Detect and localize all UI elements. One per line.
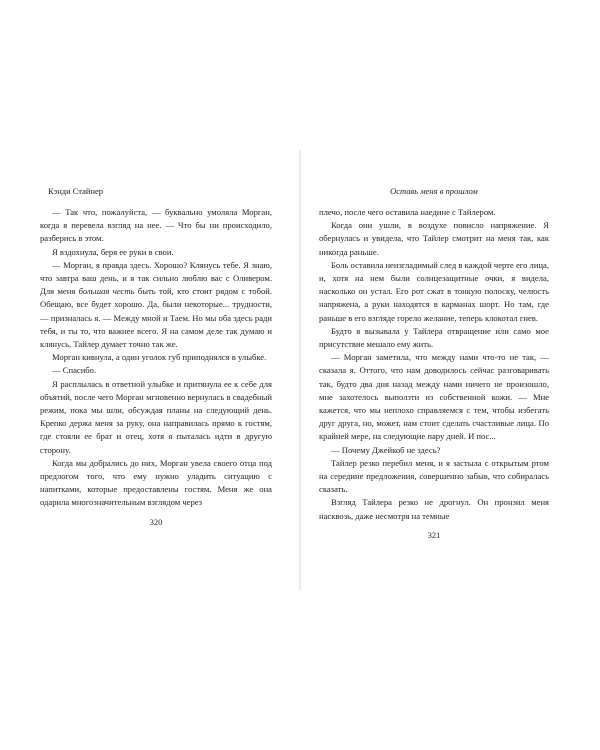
right-header-text: Оставь меня в прошлом — [390, 186, 478, 196]
left-header-text: Кэнди Стайнер — [48, 186, 104, 196]
paragraph — [319, 351, 549, 443]
right-page — [299, 186, 549, 540]
paragraph — [40, 457, 272, 510]
text-run: Боль оставила неизгладимый след в каждой черте его лица, и, хотя на нем были солнцезащитные очки, я видела, насколько он устал. Его рот сжат в тонкую полоску, челюсть напряжена, а руки находятся в карманах шорт. Но там, где раньше в его взгляде горело желание, теперь клокотал гнев. — [319, 259, 549, 323]
text-run: — Морган, я правда здесь. Хорошо? Клянусь тебе. Я знаю, что завтра ваш день, и я так сильно люблю вас с Оливером. Для меня — [40, 259, 272, 297]
paragraph — [319, 444, 549, 457]
paragraph — [40, 246, 272, 259]
left-body — [40, 206, 272, 510]
left-page — [40, 186, 272, 527]
right-running-header — [319, 186, 549, 206]
text-run: Взгляд Тайлера резко не дрогнул. Он пронзил меня насквозь, даже несмотря на темные — [319, 497, 549, 521]
paragraph — [40, 364, 272, 377]
text-run: Когда они ушли, в воздухе повисло напряжение. Я обернулась и увидела, что Тайлер смотрит на меня так, как никогда раньше. — [319, 220, 549, 257]
text-run: быть той, кто стоит рядом с тобой. Обещаю, все будет хорошо. Да, были некоторые... трудности, — призналась я. — Между мной и Таем. Но мы оба здесь ради тебя, и ты то, что важнее всего. Я на самом деле так думаю и клянусь, Тайлер думает точно так же. — [40, 286, 272, 350]
text-run: — Морган заметила, что между нами что-то не так, — сказала я. Оттого, что нам доводилось сейчас разговаривать так, будто два дня назад между нами ничего не произошло, мне захотелось выползти из собственной кожи. — Мне кажется, что мы неплохо справляемся с тем, чтобы избегать друг друга, но, может, нам стоит сделать счастливые лица. По крайней мере, на следующие пару дней. И пос... — [319, 352, 549, 442]
text-run: Морган кивнула, а один уголок губ приподнялся в улыбке. — [52, 352, 267, 363]
emphasis-text: большая честь — [78, 286, 135, 297]
right-body — [319, 206, 549, 523]
text-run: Я расплылась в ответной улыбке и притянула ее к себе для объятий, после чего Морган мгновенно вернулась в свадебный режим, пока мы шли, обсуждая планы на следующий день. Крепко держа меня за руку, она направилась прямо к гостям, где стояли ее брат и отец, хотя я пыталась идти в другую сторону. — [40, 378, 272, 455]
paragraph — [40, 259, 272, 351]
paragraph — [319, 496, 549, 522]
text-run: Будто я вызывала у Тайлера отвращение или само мое присутствие мешало ему жить. — [319, 325, 549, 350]
text-run: — Так что, пожалуйста, — буквально умоляла Морган, когда я перевела взгляд на нее. — Что бы ни происходило, разберись в этом. — [40, 207, 272, 244]
left-running-header — [40, 186, 272, 206]
text-run: Я вздохнула, беря ее руки в свои. — [52, 246, 174, 257]
paragraph — [40, 206, 272, 246]
text-run: — Спасибо. — [52, 365, 97, 376]
text-run: — Почему Джейкоб не здесь? — [331, 444, 441, 455]
left-page-number: 320 — [149, 516, 163, 527]
paragraph — [40, 351, 272, 364]
paragraph — [319, 325, 549, 351]
paragraph — [319, 259, 549, 325]
text-run: плечо, после чего оставила наедине с Тайлером. — [319, 207, 496, 217]
text-run: Когда мы добрались до них, Морган увела своего отца под предлогом того, что ему нужно уладить ситуацию с напитками, которые предоставлены гостям. Меня же она одарила многозначительным взглядом через — [40, 457, 272, 508]
right-page-number: 321 — [427, 529, 441, 540]
paragraph — [319, 457, 549, 497]
paragraph — [319, 219, 549, 259]
paragraph — [40, 378, 272, 457]
paragraph — [319, 206, 549, 219]
text-run: Тайлер резко перебил меня, и я застыла с открытым ртом на середине предложения, совершенно забыв, что собиралась сказать. — [319, 457, 549, 495]
